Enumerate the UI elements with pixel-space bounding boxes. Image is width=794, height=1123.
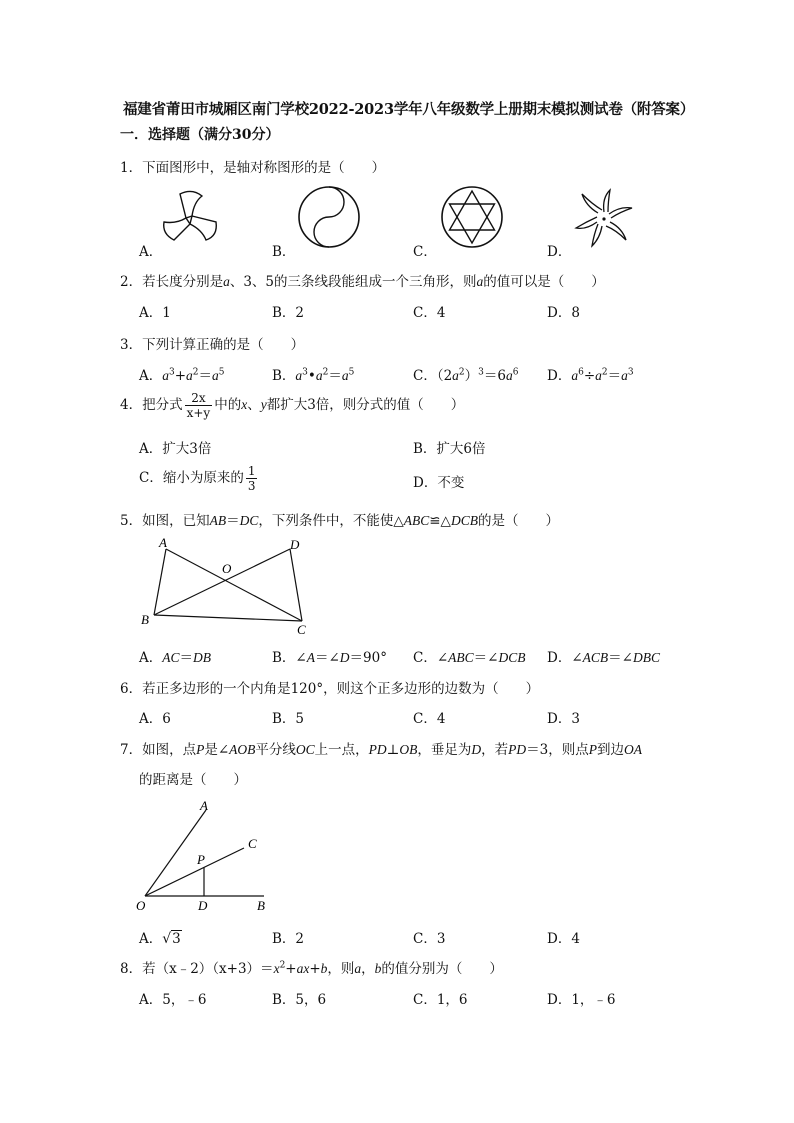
q7-t6: ，若	[481, 742, 509, 758]
q1-option-d: D．	[547, 244, 572, 260]
q5c-abc: ABC	[448, 650, 474, 665]
q7-t8: 到边	[596, 742, 624, 758]
q7-t5: ，垂足为	[417, 742, 472, 758]
q4-option-b: B．扩大6倍	[413, 441, 486, 457]
q3b-exp3: 5	[348, 367, 355, 378]
q7-option-b: B．2	[272, 931, 305, 947]
q5-label-a: A	[159, 535, 167, 550]
q3b-label: B．	[272, 368, 296, 384]
q2-text-1: 2．若长度分别是	[120, 274, 224, 290]
q5-option-c	[413, 646, 525, 666]
q5a-db: DB	[193, 650, 212, 665]
q5-label-o: O	[222, 561, 232, 576]
q3a-exp1: 3	[169, 367, 175, 378]
q1-option-b: B．	[272, 244, 296, 260]
q5-dc: DC	[239, 513, 259, 528]
q5-text-1: 5．如图，已知	[120, 513, 210, 529]
q4-option-d: D．不变	[413, 475, 465, 491]
q2-option-b: B．2	[272, 305, 305, 321]
q5d-acb: ACB	[582, 650, 609, 665]
q7-figure-angle	[134, 796, 284, 912]
q6-option-d: D．3	[547, 711, 580, 727]
q5-text-2: ，下列条件中，不能使△	[258, 513, 404, 529]
q5c-dcb: DCB	[498, 650, 526, 665]
q5-abc: ABC	[403, 513, 430, 528]
q5-label-b: B	[141, 612, 149, 627]
q5a-label: A．	[139, 650, 163, 666]
q8-option-d: D．1，﹣6	[547, 992, 616, 1008]
q7-p2: P	[588, 742, 597, 757]
question-5-stem	[120, 509, 559, 529]
q5d-label: D．∠	[547, 650, 583, 666]
q8-b2: b	[374, 961, 382, 976]
q2-text-2: 、3、5的三条线段能组成一个三角形，则	[229, 274, 477, 290]
q3d-base3: a	[621, 368, 628, 383]
q7-t2: 是∠	[204, 742, 230, 758]
q7-label-o: O	[136, 898, 146, 913]
q7-p: P	[196, 742, 205, 757]
q2-var-a2: a	[476, 274, 484, 289]
q4-var-y: y	[260, 397, 267, 412]
q1-figure-b-yinyang-icon	[296, 184, 362, 250]
q5-label-c: C	[297, 622, 306, 637]
q5-option-b	[272, 646, 387, 666]
q5-figure-quadrilateral	[140, 535, 330, 640]
q3-option-c	[413, 364, 518, 384]
q1-figure-d-pinwheel-icon	[572, 186, 636, 250]
document-title: 福建省莆田市城厢区南门学校2022-2023学年八年级数学上册期末模拟测试卷（附答案）	[123, 101, 695, 118]
q3a-exp3: 5	[218, 367, 225, 378]
q3d-base2: a	[595, 368, 602, 383]
q7-d: D	[471, 742, 482, 757]
q8-comma: ，	[361, 961, 375, 977]
q8-x: x	[273, 961, 280, 976]
q3c-exp2: 6	[512, 367, 519, 378]
q7-perp: ⊥	[386, 742, 400, 758]
q5-label-d: D	[290, 537, 300, 552]
question-3-stem: 3．下列计算正确的是（ ）	[120, 337, 305, 353]
q7-t4: 上一点，	[314, 742, 369, 758]
q8-a: a	[354, 961, 362, 976]
q7-pd: PD	[368, 742, 387, 757]
q3b-base2: a	[315, 368, 323, 383]
q2-text-3: 的值可以是（ ）	[483, 274, 605, 290]
q3d-exp1: 6	[578, 367, 584, 378]
q5a-eq: ＝	[179, 650, 194, 666]
q4-option-a: A．扩大3倍	[139, 441, 212, 457]
q3c-base1: a	[452, 368, 459, 383]
q7-label-c: C	[248, 836, 257, 851]
q5-option-d	[547, 646, 660, 666]
question-7-line-1	[120, 738, 642, 758]
q5-option-a	[139, 646, 211, 666]
q5-text-3: 的是（ ）	[477, 513, 559, 529]
q5b-label: B．∠	[272, 650, 307, 666]
q3a-base3: a	[212, 368, 219, 383]
q3d-exp2: 2	[601, 367, 608, 378]
q7a-label: A．	[139, 931, 163, 947]
q3c-base2: a	[505, 368, 513, 383]
question-2-stem	[120, 270, 605, 290]
q3b-exp1: 3	[302, 367, 308, 378]
q4c-den: 3	[247, 479, 256, 493]
q7-ob: OB	[399, 742, 418, 757]
q4-text-3: 都扩大3倍，则分式的值（ ）	[266, 397, 465, 413]
q3b-eq: ＝	[328, 368, 342, 384]
q4-text-1: 4．把分式	[120, 397, 183, 413]
q7-label-b: B	[257, 898, 265, 913]
q5d-dbc: DBC	[632, 650, 660, 665]
q7-option-d: D．4	[547, 931, 580, 947]
q4c-text: C．缩小为原来的	[139, 470, 244, 486]
q7-option-c: C．3	[413, 931, 446, 947]
q5-ab: AB	[209, 513, 227, 528]
question-7-line-2: 的距离是（ ）	[139, 772, 247, 788]
q7-label-p: P	[197, 852, 205, 867]
q3a-eq: ＝	[198, 368, 213, 384]
q4c-num: 1	[247, 464, 256, 478]
question-1-stem: 1．下面图形中，是轴对称图形的是（ ）	[120, 160, 386, 176]
q3d-op: ÷	[583, 368, 596, 384]
q5c-label: C．∠	[413, 650, 449, 666]
q7-oc: OC	[295, 742, 315, 757]
q3c-paren: ）	[464, 368, 479, 384]
q7-t3: 平分线	[255, 742, 296, 758]
q8-exp: 2	[279, 960, 286, 971]
q8-option-b: B．5，6	[272, 992, 327, 1008]
q5-eq: ＝	[226, 513, 240, 529]
q8-t2: ，则	[327, 961, 355, 977]
q3c-exp-out: 3	[478, 367, 484, 378]
q7-t7: ＝3，则点	[526, 742, 589, 758]
q3d-label: D．	[547, 368, 572, 384]
sqrt-icon: √	[162, 931, 172, 947]
q8-option-c: C．1，6	[413, 992, 468, 1008]
q7-oa: OA	[623, 742, 642, 757]
q3d-exp3: 3	[627, 367, 634, 378]
q2-var-a: a	[223, 274, 230, 289]
section-heading: 一．选择题（满分30分）	[120, 127, 280, 143]
q3c-eq: ＝6	[483, 368, 506, 384]
q8-option-a: A．5，﹣6	[139, 992, 207, 1008]
q8-t1: 8．若（x﹣2）（x+3）＝	[120, 961, 274, 977]
q7-label-d: D	[198, 898, 208, 913]
q8-b: b	[320, 961, 328, 976]
q4-text-2: 中的	[214, 397, 242, 413]
question-4-stem	[120, 391, 464, 420]
q4c-fraction	[246, 464, 258, 493]
question-6-stem: 6．若正多边形的一个内角是120°，则这个正多边形的边数为（ ）	[120, 681, 540, 697]
question-8-stem	[120, 957, 503, 977]
q3a-op: +	[174, 368, 187, 384]
q5-dcb: DCB	[450, 513, 478, 528]
q5b-a: A	[306, 650, 315, 665]
q3b-base3: a	[341, 368, 349, 383]
q3-option-b	[272, 364, 354, 384]
q1-option-c: C．	[413, 244, 437, 260]
q6-option-c: C．4	[413, 711, 446, 727]
q3-option-a	[139, 364, 225, 384]
q6-option-a: A．6	[139, 711, 171, 727]
q4-var-x: x	[241, 397, 248, 412]
q2-option-d: D．8	[547, 305, 580, 321]
q7-label-a: A	[200, 798, 208, 813]
q3a-label: A．	[139, 368, 163, 384]
q7-option-a	[139, 927, 182, 947]
q5b-d: D	[339, 650, 350, 665]
q5b-eq: ＝∠	[314, 650, 340, 666]
q4-option-c	[139, 464, 259, 493]
q3b-base1: a	[295, 368, 303, 383]
q3a-base1: a	[162, 368, 169, 383]
q6-option-b: B．5	[272, 711, 305, 727]
q3d-eq: ＝	[607, 368, 622, 384]
q5-cong: ≌△	[429, 513, 451, 529]
q3c-label: C．（2	[413, 368, 453, 384]
q3c-exp1: 2	[458, 367, 465, 378]
q7-aob: AOB	[229, 742, 256, 757]
q3b-exp2: 2	[322, 367, 329, 378]
q5a-ac: AC	[162, 650, 180, 665]
q3d-base1: a	[571, 368, 579, 383]
q7-t1: 7．如图，点	[120, 742, 197, 758]
q1-option-a: A．	[139, 244, 163, 260]
q8-ax: ax	[296, 961, 310, 976]
q2-option-a: A．1	[139, 305, 171, 321]
q2-option-c: C．4	[413, 305, 446, 321]
q8-plus2: +	[309, 961, 321, 977]
q4-frac-num: 2x	[185, 391, 213, 406]
q5b-post: ＝90°	[349, 650, 387, 666]
q4-sep: 、	[247, 397, 261, 413]
q7-pd2: PD	[508, 742, 527, 757]
q4-fraction	[185, 391, 213, 420]
q3a-base2: a	[186, 368, 193, 383]
q8-t3: 的值分别为（ ）	[381, 961, 503, 977]
q3-option-d	[547, 364, 634, 384]
q7a-radicand: 3	[172, 931, 181, 947]
q3a-exp2: 2	[192, 367, 199, 378]
q4-frac-den: x+y	[186, 406, 211, 420]
q1-figure-c-hexagram-icon	[439, 184, 505, 250]
q3b-op: •	[307, 368, 316, 384]
q5c-eq: ＝∠	[473, 650, 499, 666]
q5d-eq: ＝∠	[608, 650, 633, 666]
q8-plus: +	[285, 961, 297, 977]
